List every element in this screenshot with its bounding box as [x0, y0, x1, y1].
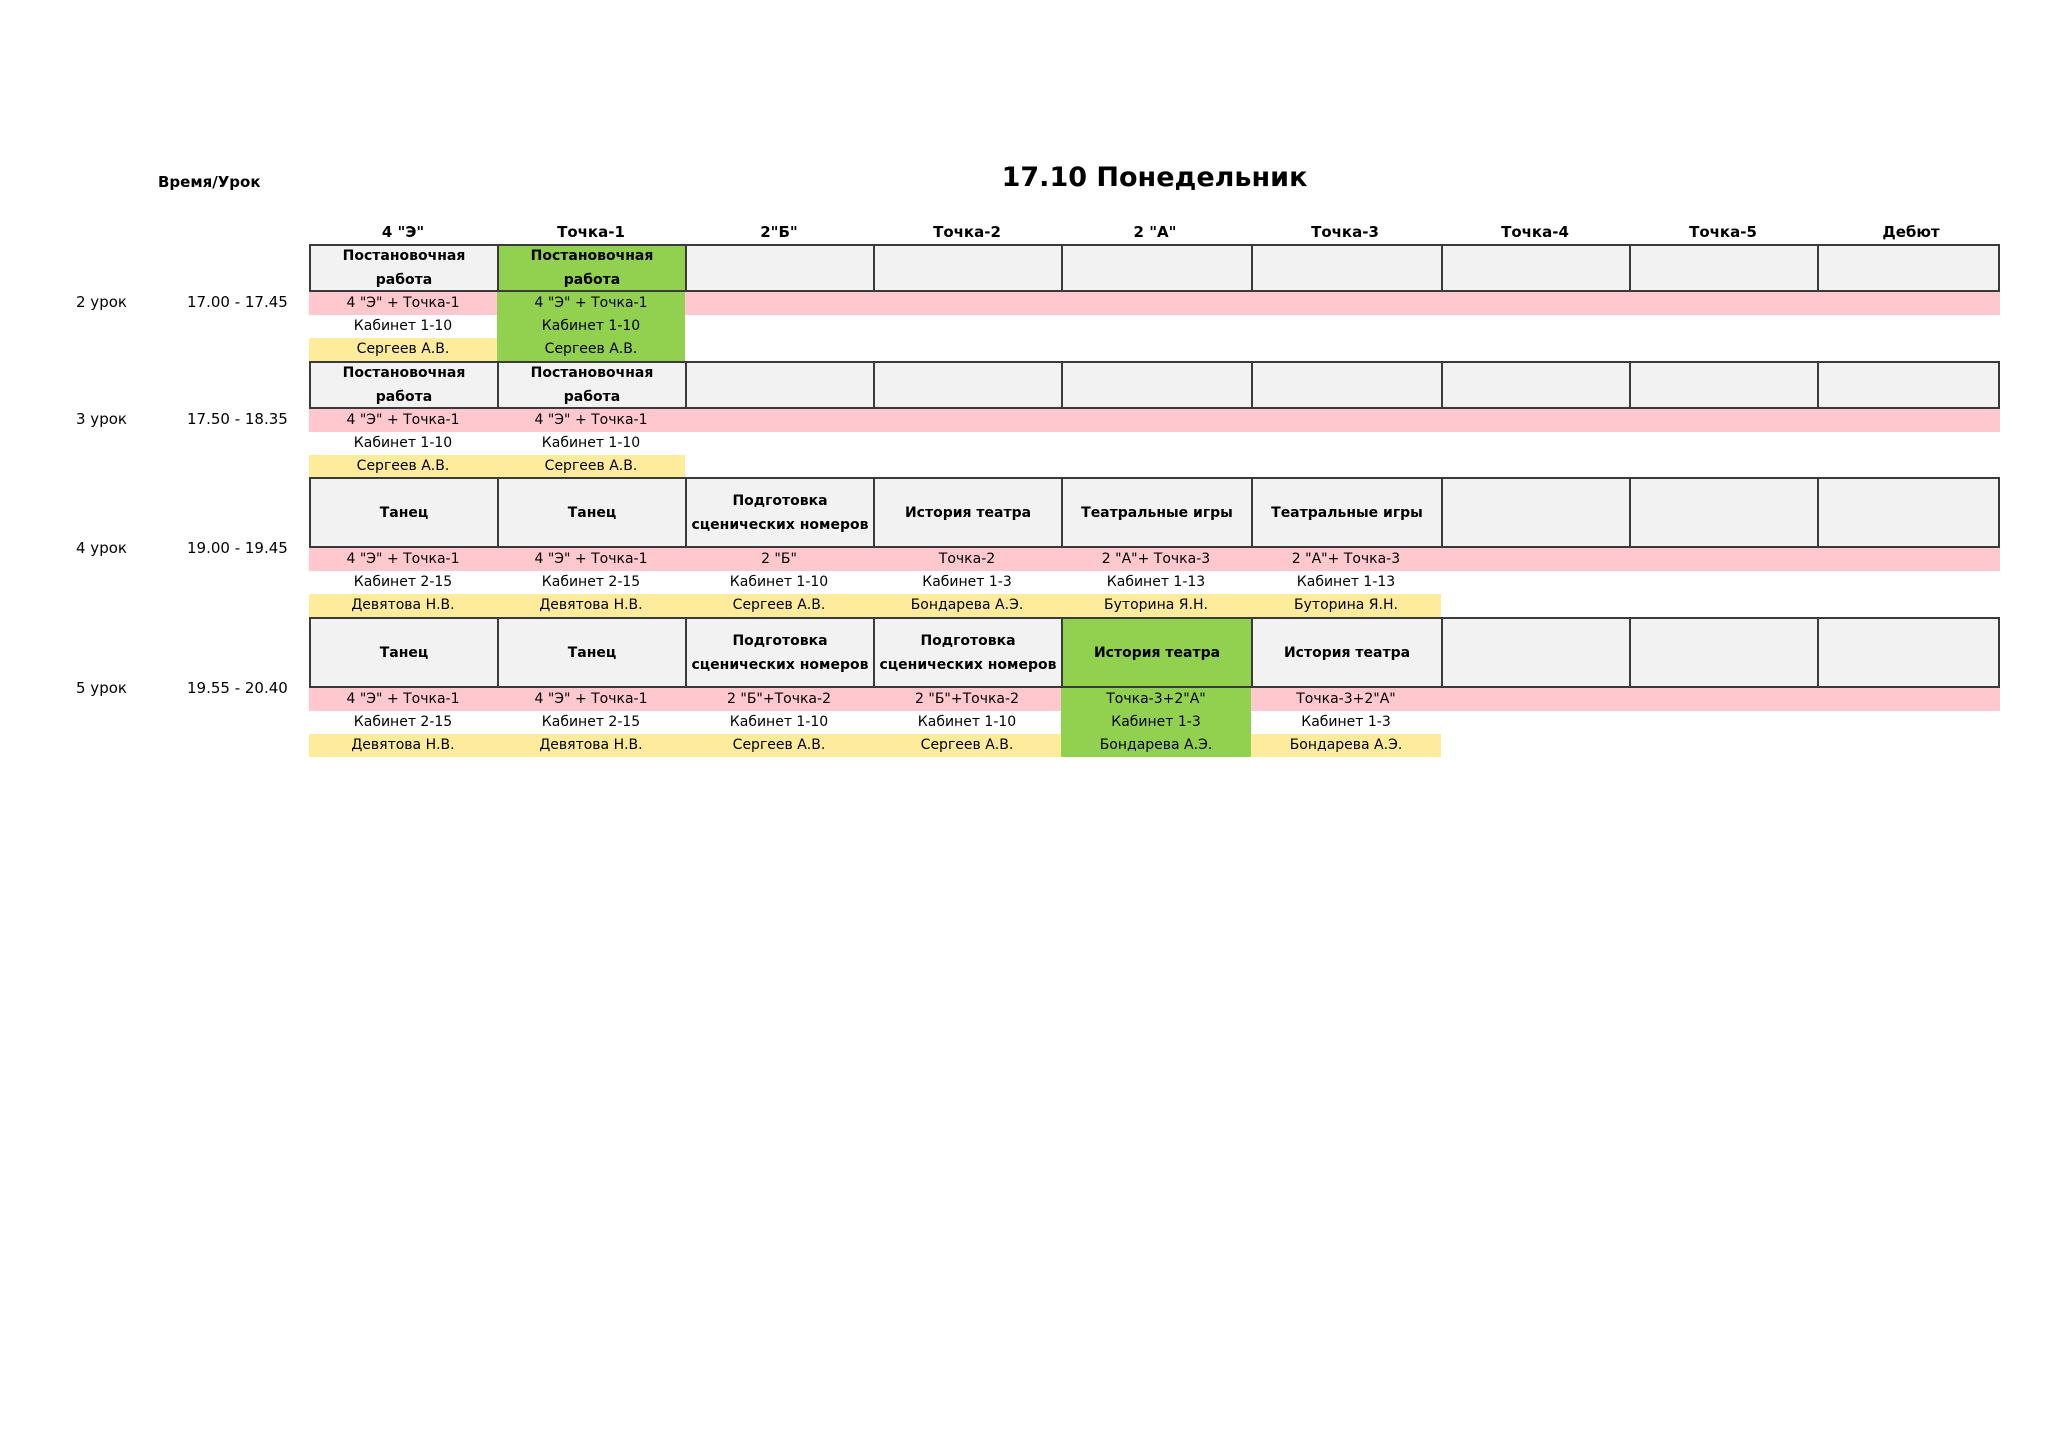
lesson-number: 4 урок — [76, 539, 127, 557]
group-row — [309, 548, 2000, 571]
subject-cell[interactable] — [1817, 244, 2000, 292]
column-header: Дебют — [1882, 223, 1940, 241]
subject-row — [309, 244, 2000, 292]
room-row — [309, 432, 2000, 455]
teacher-cell: Девятова Н.В. — [497, 594, 685, 617]
room-cell: Кабинет 1-10 — [729, 574, 829, 590]
subject-cell[interactable]: Танец — [497, 477, 687, 548]
subject-row — [309, 617, 2000, 688]
teacher-cell: Сергеев А.В. — [685, 594, 873, 617]
column-header: Точка-2 — [933, 223, 1001, 241]
subject-cell[interactable]: Подготовка сценических номеров — [685, 477, 875, 548]
teacher-cell: Девятова Н.В. — [309, 734, 497, 757]
group-cell: 4 "Э" + Точка-1 — [497, 292, 685, 315]
group-cell: Точка-3+2"А" — [1061, 688, 1251, 711]
lesson-slot — [309, 477, 2000, 617]
subject-cell[interactable] — [1817, 361, 2000, 409]
room-cell: Кабинет 1-10 — [729, 714, 829, 730]
group-row — [309, 292, 2000, 315]
subject-cell[interactable] — [1629, 361, 1819, 409]
teacher-row — [309, 455, 2000, 478]
teacher-cell: Девятова Н.В. — [497, 734, 685, 757]
group-row — [309, 688, 2000, 711]
subject-cell[interactable]: Постановочная работа — [497, 244, 687, 292]
subject-cell[interactable] — [1441, 361, 1631, 409]
column-headers — [309, 221, 2000, 243]
group-cell: 2 "Б"+Точка-2 — [915, 691, 1019, 707]
group-cell: 2 "Б"+Точка-2 — [727, 691, 831, 707]
subject-cell[interactable] — [1441, 244, 1631, 292]
subject-cell[interactable] — [685, 244, 875, 292]
teacher-cell: Бондарева А.Э. — [1251, 734, 1441, 757]
lesson-time: 17.00 - 17.45 — [187, 293, 288, 311]
group-cell: 2 "Б" — [761, 551, 797, 567]
subject-cell[interactable]: История театра — [873, 477, 1063, 548]
subject-cell[interactable] — [1061, 361, 1253, 409]
lesson-slot — [309, 361, 2000, 478]
lesson-slot — [309, 244, 2000, 361]
teacher-row — [309, 734, 2000, 757]
column-header: Точка-4 — [1501, 223, 1569, 241]
teacher-cell: Сергеев А.В. — [309, 338, 497, 361]
group-cell: 2 "А"+ Точка-3 — [1101, 551, 1211, 567]
lesson-number: 5 урок — [76, 679, 127, 697]
subject-row — [309, 361, 2000, 409]
subject-cell[interactable] — [1817, 477, 2000, 548]
column-header: 2 "А" — [1133, 223, 1177, 241]
room-cell: Кабинет 1-13 — [1106, 574, 1206, 590]
subject-cell[interactable] — [1251, 361, 1443, 409]
column-header: Точка-3 — [1311, 223, 1379, 241]
group-cell: Точка-2 — [938, 551, 996, 567]
subject-cell[interactable]: Танец — [309, 617, 499, 688]
room-cell: Кабинет 2-15 — [353, 574, 453, 590]
teacher-cell: Бондарева А.Э. — [873, 594, 1061, 617]
subject-cell[interactable]: Подготовка сценических номеров — [685, 617, 875, 688]
subject-cell[interactable] — [1441, 617, 1631, 688]
subject-cell[interactable]: Постановочная работа — [309, 361, 499, 409]
teacher-cell: Буторина Я.Н. — [1061, 594, 1251, 617]
subject-cell[interactable]: Постановочная работа — [309, 244, 499, 292]
teacher-cell: Буторина Я.Н. — [1251, 594, 1441, 617]
time-lesson-header: Время/Урок — [158, 173, 261, 191]
subject-cell[interactable]: Танец — [309, 477, 499, 548]
room-cell: Кабинет 1-10 — [541, 435, 641, 451]
subject-cell[interactable]: История театра — [1251, 617, 1443, 688]
room-row — [309, 315, 2000, 338]
lesson-time: 19.55 - 20.40 — [187, 679, 288, 697]
subject-cell[interactable] — [873, 244, 1063, 292]
subject-cell[interactable]: Танец — [497, 617, 687, 688]
subject-cell[interactable] — [1061, 244, 1253, 292]
subject-cell[interactable] — [873, 361, 1063, 409]
subject-cell[interactable]: Театральные игры — [1061, 477, 1253, 548]
subject-row — [309, 477, 2000, 548]
lesson-number: 3 урок — [76, 410, 127, 428]
column-header: Точка-5 — [1689, 223, 1757, 241]
lesson-slot — [309, 617, 2000, 757]
column-header: Точка-1 — [557, 223, 625, 241]
column-header: 4 "Э" — [381, 223, 425, 241]
room-cell: Кабинет 1-10 — [917, 714, 1017, 730]
group-cell: 4 "Э" + Точка-1 — [346, 412, 460, 428]
room-cell: Кабинет 1-3 — [1061, 711, 1251, 734]
room-cell: Кабинет 1-10 — [353, 435, 453, 451]
subject-cell[interactable] — [1817, 617, 2000, 688]
teacher-cell: Сергеев А.В. — [497, 338, 685, 361]
room-cell: Кабинет 1-3 — [1301, 714, 1391, 730]
group-cell: 2 "А"+ Точка-3 — [1291, 551, 1401, 567]
room-cell: Кабинет 1-3 — [922, 574, 1012, 590]
lesson-number: 2 урок — [76, 293, 127, 311]
subject-cell[interactable] — [685, 361, 875, 409]
group-cell: 4 "Э" + Точка-1 — [346, 691, 460, 707]
room-cell: Кабинет 1-13 — [1296, 574, 1396, 590]
room-cell: Кабинет 1-10 — [497, 315, 685, 338]
group-cell: Точка-3+2"А" — [1296, 691, 1396, 707]
teacher-cell: Сергеев А.В. — [497, 455, 685, 478]
room-cell: Кабинет 2-15 — [541, 574, 641, 590]
teacher-cell: Бондарева А.Э. — [1061, 734, 1251, 757]
group-cell: 4 "Э" + Точка-1 — [534, 551, 648, 567]
room-row — [309, 571, 2000, 594]
group-cell: 4 "Э" + Точка-1 — [346, 295, 460, 311]
group-cell: 4 "Э" + Точка-1 — [534, 412, 648, 428]
subject-cell[interactable] — [1629, 617, 1819, 688]
teacher-row — [309, 594, 2000, 617]
column-header: 2"Б" — [760, 223, 798, 241]
group-row — [309, 409, 2000, 432]
subject-cell[interactable] — [1629, 477, 1819, 548]
subject-cell[interactable]: Подготовка сценических номеров — [873, 617, 1063, 688]
subject-cell[interactable] — [1629, 244, 1819, 292]
page-title: 17.10 Понедельник — [1001, 162, 1308, 193]
room-cell: Кабинет 2-15 — [353, 714, 453, 730]
lesson-time: 19.00 - 19.45 — [187, 539, 288, 557]
room-row — [309, 711, 2000, 734]
teacher-cell: Сергеев А.В. — [309, 455, 497, 478]
teacher-cell: Сергеев А.В. — [873, 734, 1061, 757]
subject-cell[interactable] — [1251, 244, 1443, 292]
group-cell: 4 "Э" + Точка-1 — [534, 691, 648, 707]
teacher-cell: Девятова Н.В. — [309, 594, 497, 617]
teacher-cell: Сергеев А.В. — [685, 734, 873, 757]
teacher-row — [309, 338, 2000, 361]
subject-cell[interactable]: Постановочная работа — [497, 361, 687, 409]
room-cell: Кабинет 2-15 — [541, 714, 641, 730]
subject-cell[interactable]: Театральные игры — [1251, 477, 1443, 548]
room-cell: Кабинет 1-10 — [353, 318, 453, 334]
subject-cell[interactable] — [1441, 477, 1631, 548]
lesson-time: 17.50 - 18.35 — [187, 410, 288, 428]
subject-cell[interactable]: История театра — [1061, 617, 1253, 688]
group-cell: 4 "Э" + Точка-1 — [346, 551, 460, 567]
